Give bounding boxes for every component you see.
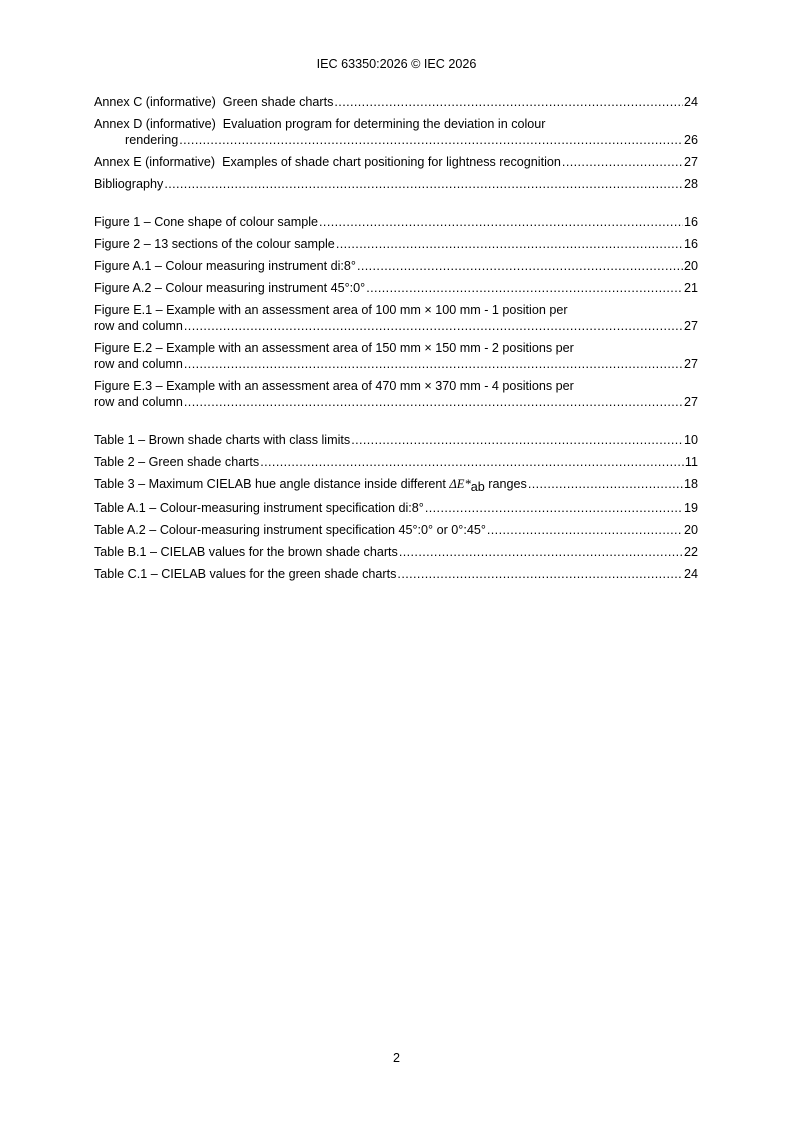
toc-entry-figure-2[interactable] [94,236,698,252]
toc-entry-page: 24 [683,95,698,109]
toc-entry-label: Bibliography [94,177,164,191]
toc-entry-label: Table C.1 – CIELAB values for the green shade charts [94,567,397,581]
toc-entry-bibliography[interactable] [94,176,698,192]
toc-entry-page: 27 [683,319,698,333]
delta-e-subscript: ab [470,480,485,494]
toc-table-group [94,432,698,582]
leader-dots [334,94,683,110]
delta-e-symbol: ΔE* [449,477,471,491]
toc-entry-page: 27 [683,357,698,371]
toc-entry-label: Annex C (informative) Green shade charts [94,95,334,109]
toc-entry-label: Table A.1 – Colour-measuring instrument specification di:8° [94,501,424,515]
toc-entry-page: 19 [683,501,698,515]
toc-entry-label [94,476,527,492]
toc-entry-label-continued: rendering [125,133,179,147]
toc-entry-label: Annex E (informative) Examples of shade chart positioning for lightness recognition [94,155,561,169]
leader-dots [184,318,683,334]
table-of-contents [94,94,698,588]
leader-dots [164,176,683,192]
toc-entry-table-3[interactable] [94,476,698,492]
leader-dots [184,394,683,410]
toc-entry-figure-a2[interactable] [94,280,698,296]
toc-entry-page: 10 [683,433,698,447]
toc-entry-label: Figure E.1 – Example with an assessment area of 100 mm × 100 mm - 1 position per [94,303,568,317]
toc-entry-page: 26 [683,133,698,147]
page-number: 2 [392,1051,400,1065]
toc-entry-page: 24 [683,567,698,581]
leader-dots [260,454,684,470]
toc-entry-page: 16 [683,237,698,251]
toc-entry-page: 20 [683,259,698,273]
leader-dots [184,356,683,372]
leader-dots [399,544,683,560]
toc-entry-table-2[interactable] [94,454,698,470]
leader-dots [351,432,683,448]
toc-entry-page: 11 [684,455,698,469]
toc-entry-label: Table 2 – Green shade charts [94,455,260,469]
toc-entry-page: 21 [683,281,698,295]
toc-entry-label-continued: row and column [94,357,183,371]
leader-dots [366,280,683,296]
leader-dots [319,214,683,230]
toc-entry-figure-a1[interactable] [94,258,698,274]
toc-entry-page: 18 [683,477,698,491]
toc-entry-label: Figure 2 – 13 sections of the colour sample [94,237,335,251]
toc-entry-label: Table 1 – Brown shade charts with class limits [94,433,351,447]
toc-entry-page: 22 [683,545,698,559]
toc-entry-label: Table A.2 – Colour-measuring instrument specification 45°:0° or 0°:45° [94,523,486,537]
toc-entry-label-continued: row and column [94,395,183,409]
toc-entry-table-c1[interactable] [94,566,698,582]
toc-entry-label-continued: row and column [94,319,183,333]
toc-entry-label: Figure A.1 – Colour measuring instrument di:8° [94,259,356,273]
leader-dots [425,500,683,516]
toc-entry-page: 16 [683,215,698,229]
toc-entry-table-1[interactable] [94,432,698,448]
toc-entry-annex-d[interactable] [94,116,698,148]
toc-entry-label: Annex D (informative) Evaluation program for determining the deviation in colour [94,117,546,131]
leader-dots [562,154,683,170]
leader-dots [487,522,683,538]
toc-entry-table-a1[interactable] [94,500,698,516]
leader-dots [357,258,683,274]
toc-annex-group [94,94,698,192]
toc-entry-label: Figure E.3 – Example with an assessment area of 470 mm × 370 mm - 4 positions per [94,379,574,393]
toc-entry-label-pre: Table 3 – Maximum CIELAB hue angle distance inside different [94,477,450,491]
leader-dots [336,236,683,252]
toc-entry-annex-c[interactable] [94,94,698,110]
toc-entry-figure-1[interactable] [94,214,698,230]
toc-entry-figure-e1[interactable] [94,302,698,334]
toc-entry-table-a2[interactable] [94,522,698,538]
toc-entry-label: Figure 1 – Cone shape of colour sample [94,215,319,229]
toc-entry-table-b1[interactable] [94,544,698,560]
toc-entry-label: Table B.1 – CIELAB values for the brown shade charts [94,545,398,559]
toc-entry-label: Figure A.2 – Colour measuring instrument 45°:0° [94,281,366,295]
toc-entry-page: 20 [683,523,698,537]
leader-dots [397,566,683,582]
toc-entry-page: 28 [683,177,698,191]
toc-entry-label-post: ranges [484,477,527,491]
toc-entry-label: Figure E.2 – Example with an assessment area of 150 mm × 150 mm - 2 positions per [94,341,574,355]
toc-entry-annex-e[interactable] [94,154,698,170]
toc-entry-page: 27 [683,155,698,169]
toc-entry-page: 27 [683,395,698,409]
page-header: IEC 63350:2026 © IEC 2026 [316,57,477,71]
toc-entry-figure-e3[interactable] [94,378,698,410]
toc-entry-figure-e2[interactable] [94,340,698,372]
toc-figure-group [94,214,698,410]
leader-dots [179,132,683,148]
leader-dots [528,476,683,492]
